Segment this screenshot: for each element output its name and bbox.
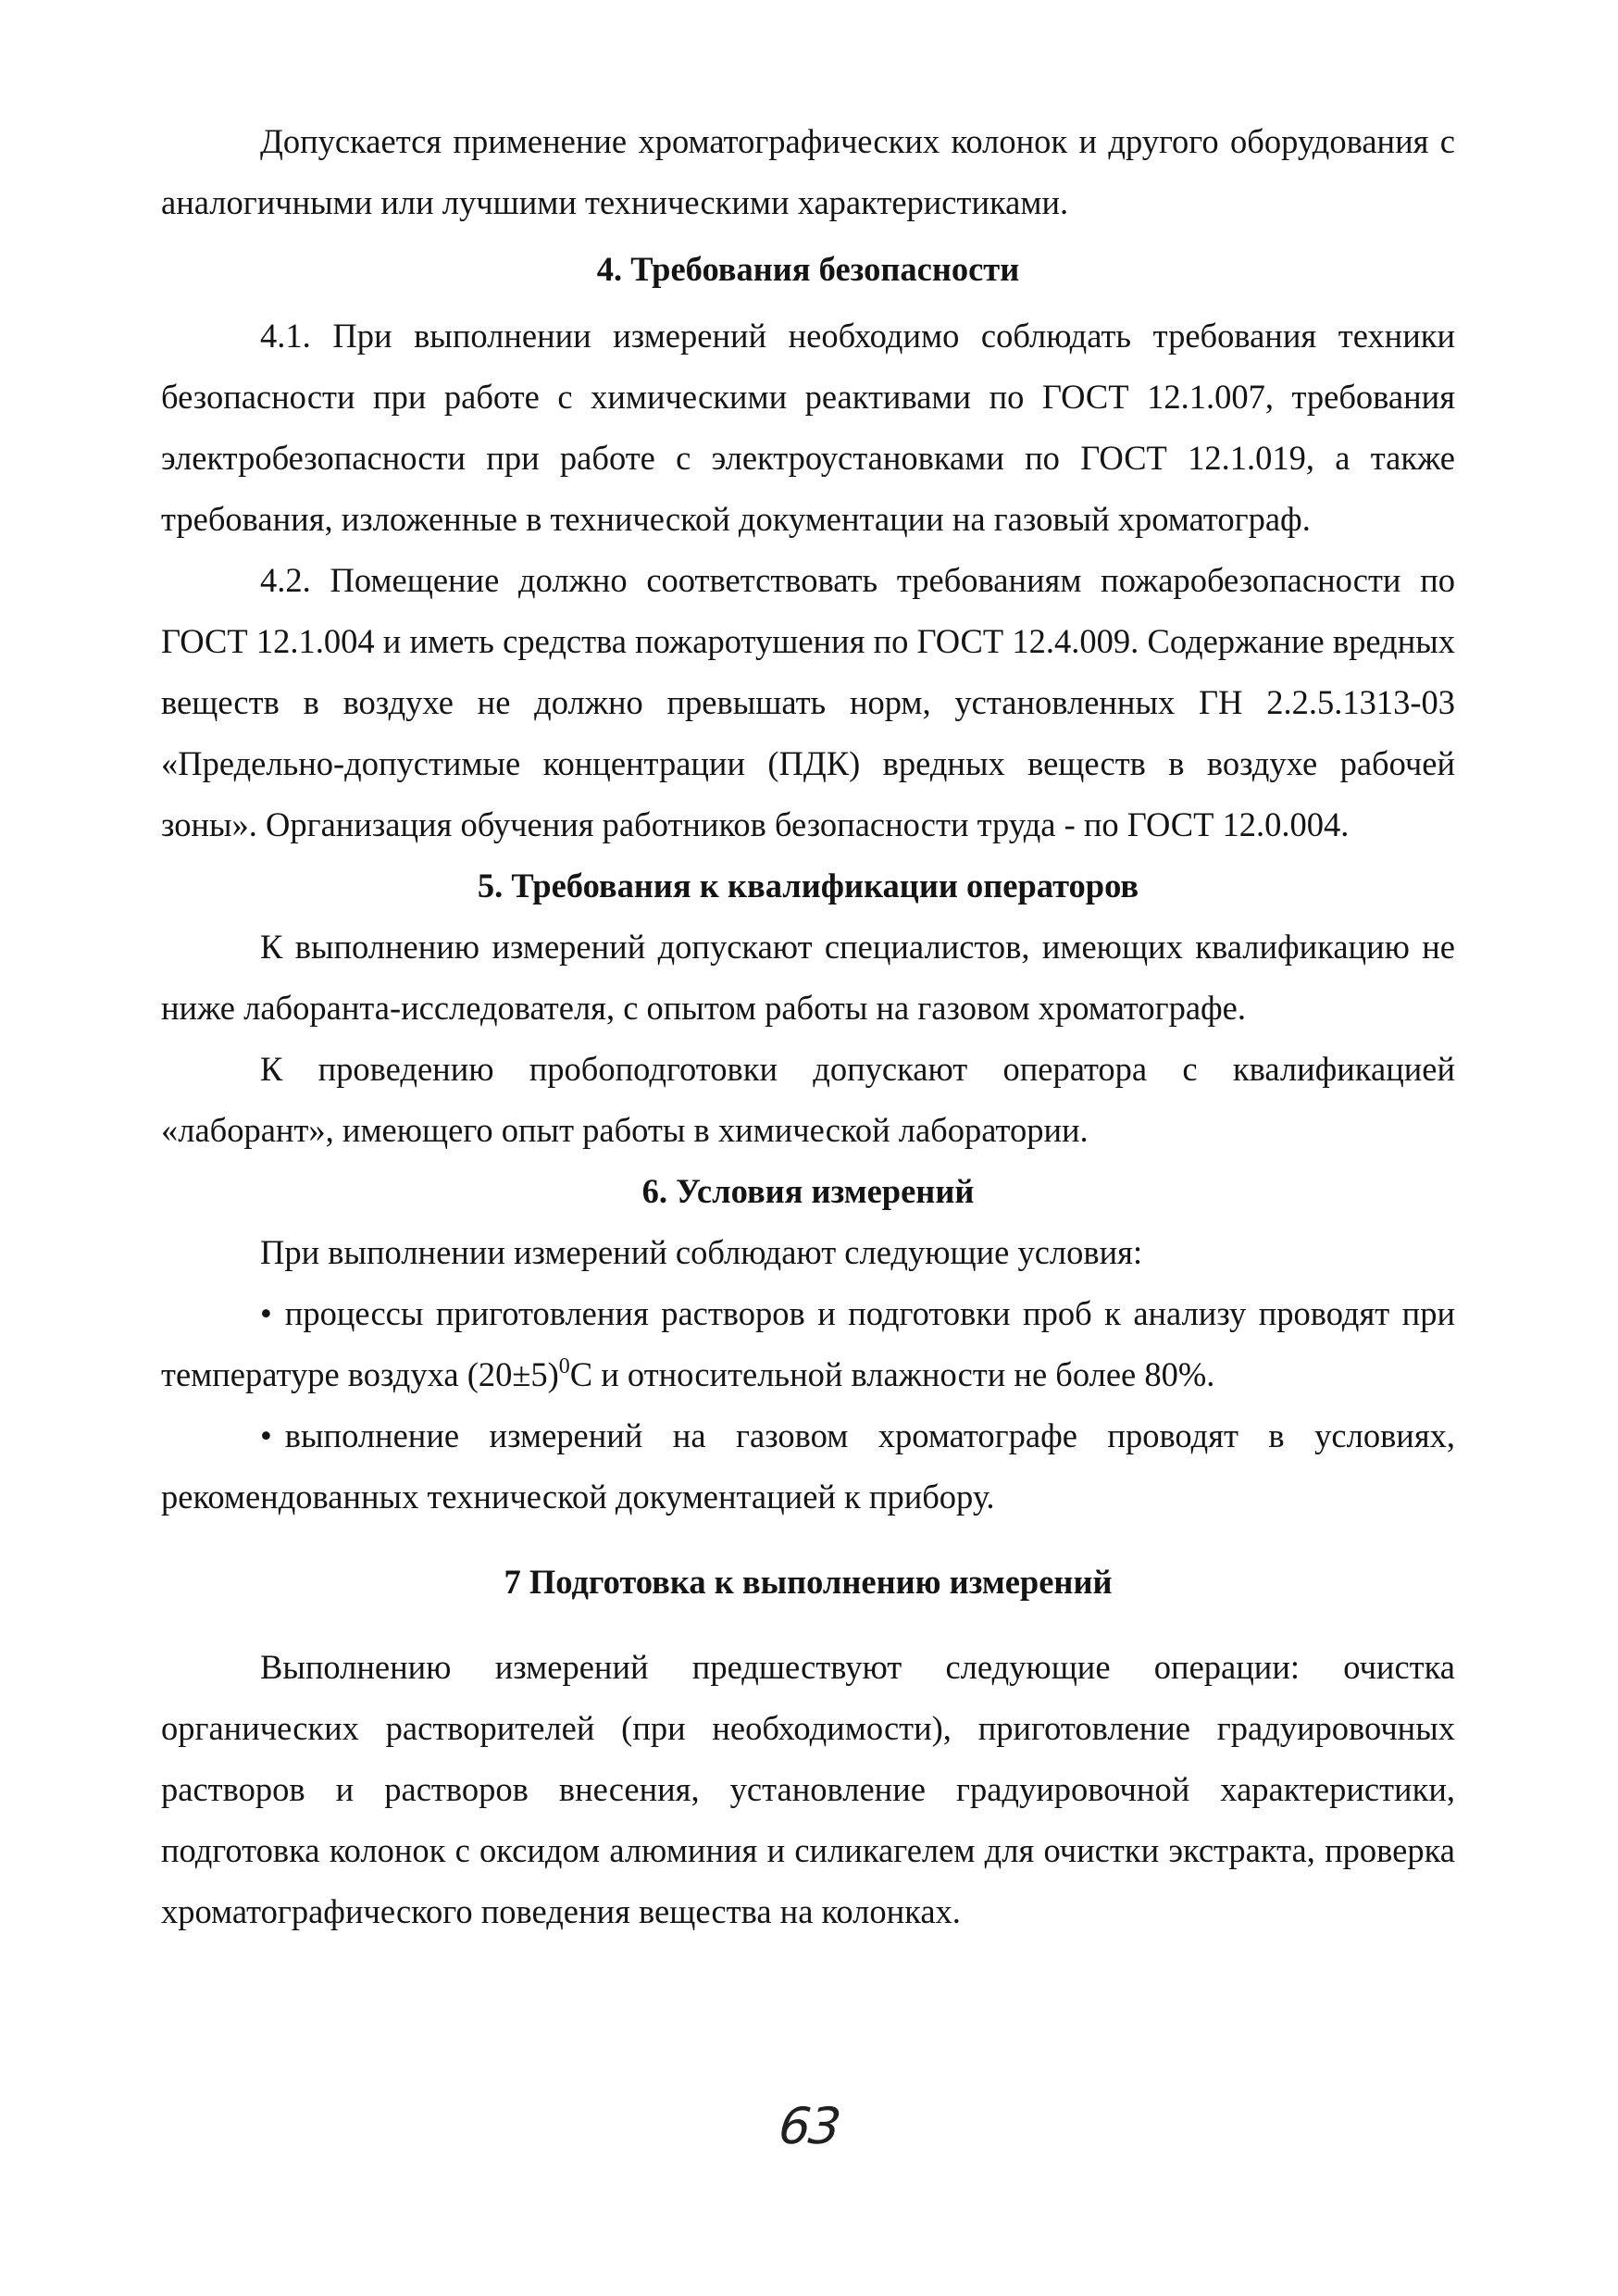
section-5-paragraph-1: К выполнению измерений допускают специалистов, имеющих квалификацию не ниже лаборанта-исследователя, с опытом работы на газовом хроматографе. [161, 928, 1455, 1027]
section-6-paragraph-1: При выполнении измерений соблюдают следующие условия: [260, 1233, 1143, 1271]
section-4-heading: 4. Требования безопасности [596, 250, 1020, 288]
bullet-1-text-end: С и относительной влажности не более 80%. [569, 1355, 1215, 1393]
section-6-heading: 6. Условия измерений [641, 1172, 975, 1210]
bullet-1-text: процессы приготовления растворов и подготовки проб к анализу проводят при температуре воздуха (20±5) [161, 1294, 1455, 1393]
section-7-paragraph-1: Выполнению измерений предшествуют следующие операции: очистка органических растворителей (при необходимости), приготовление градуировочных растворов и растворов внесения, установление градуировочной характеристики, подготовка колонок с оксидом алюминия и силикагелем для очистки экстракта, проверка хроматографического поведения вещества на колонках. [161, 1648, 1455, 1930]
intro-paragraph: Допускается применение хроматографических колонок и другого оборудования с аналогичными или лучшими техническими характеристиками. [161, 122, 1455, 221]
section-5-paragraph-2: К проведению пробоподготовки допускают оператора с квалификацией «лаборант», имеющего опыт работы в химической лаборатории. [161, 1050, 1455, 1149]
bullet-icon: • [260, 1416, 272, 1454]
bullet-icon: • [260, 1294, 272, 1332]
bullet-2-text: выполнение измерений на газовом хроматографе проводят в условиях, рекомендованных технической документацией к прибору. [161, 1416, 1455, 1516]
section-6-bullet-2 [161, 1405, 1455, 1528]
section-4-paragraph-1: 4.1. При выполнении измерений необходимо соблюдать требования техники безопасности при работе с химическими реактивами по ГОСТ 12.1.007, требования электробезопасности при работе с электроустановками по ГОСТ 12.1.019, а также требования, изложенные в технической документации на газовый хроматограф. [161, 317, 1455, 538]
spacer [161, 1613, 1455, 1637]
section-6-bullet-1 [161, 1283, 1455, 1405]
handwritten-page-number: 63 [776, 2097, 842, 2155]
section-7-heading: 7 Подготовка к выполнению измерений [504, 1563, 1113, 1601]
section-4-paragraph-2: 4.2. Помещение должно соответствовать требованиям пожаробезопасности по ГОСТ 12.1.004 и иметь средства пожаротушения по ГОСТ 12.4.009. Содержание вредных веществ в воздухе не должно превышать норм, установленных ГН 2.2.5.1313-03 «Предельно-допустимые концентрации (ПДК) вредных веществ в воздухе рабочей зоны». Организация обучения работников безопасности труда - по ГОСТ 12.0.004. [161, 561, 1455, 843]
degree-superscript: 0 [558, 1354, 570, 1379]
section-5-heading: 5. Требования к квалификации операторов [477, 867, 1139, 905]
spacer [161, 1528, 1455, 1552]
document-page [161, 111, 1455, 1942]
